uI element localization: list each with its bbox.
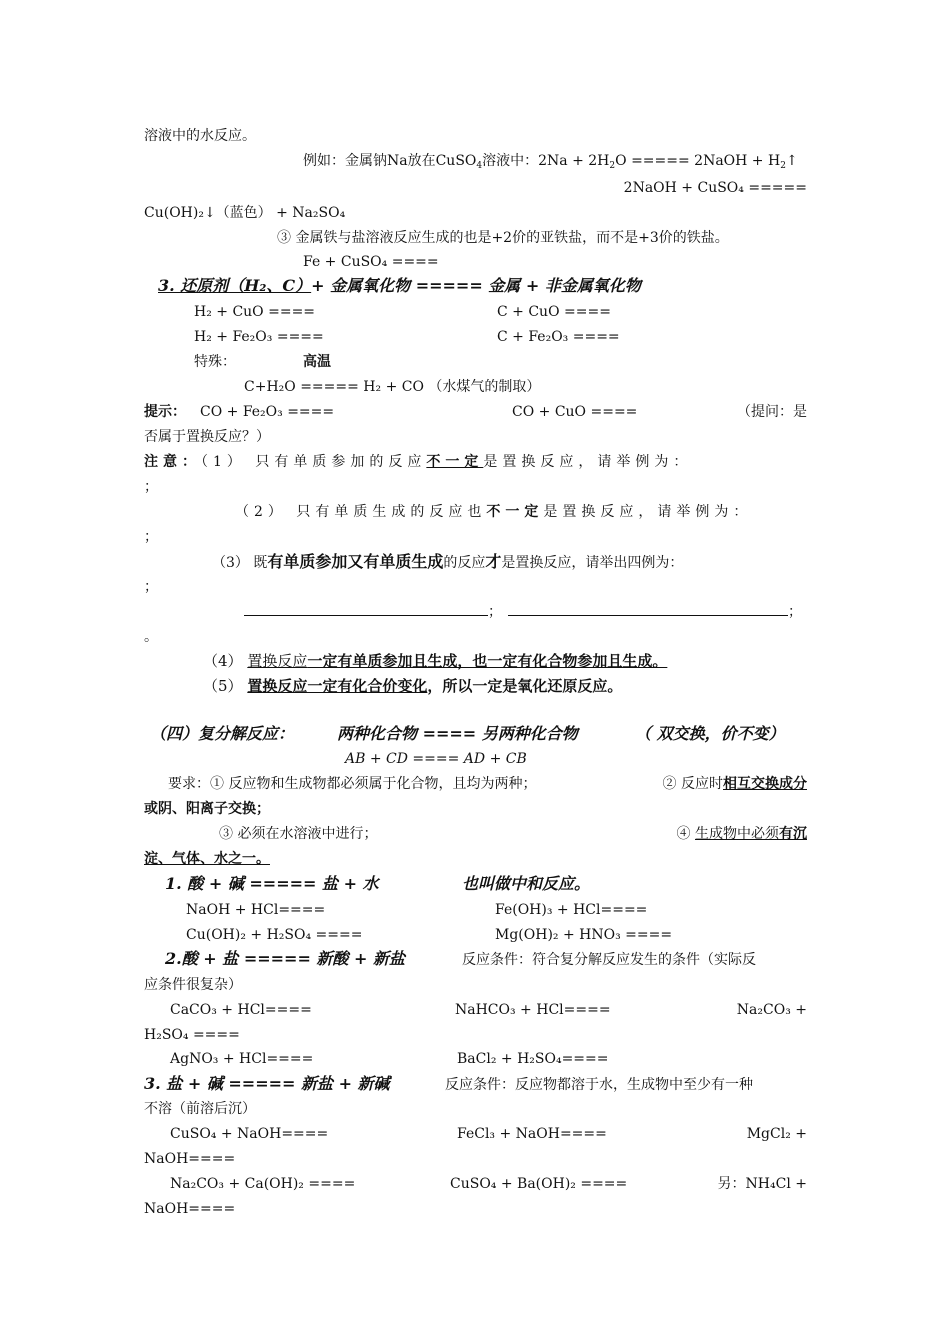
equation-line: BaCl₂ + H₂SO₄==== <box>457 1051 609 1067</box>
text-line: ④ 生成物中必须有沉 <box>676 826 807 842</box>
equation-line: MgCl₂ + <box>746 1126 807 1142</box>
equation-line: Fe + CuSO₄ ==== <box>303 254 439 270</box>
subsection-heading: 也叫做中和反应。 <box>462 874 591 893</box>
equation-line: C + Fe₂O₃ ==== <box>497 329 620 345</box>
subsection-heading: 2.酸 + 盐 ===== 新酸 + 新盐 <box>165 949 405 968</box>
text-line: ； <box>144 579 158 595</box>
text-line: 。 <box>144 629 158 645</box>
equation-line: CuSO₄ + Ba(OH)₂ ==== <box>450 1176 628 1192</box>
equation-line: C + CuO ==== <box>497 304 611 320</box>
section-heading: 3. 还原剂（H₂、C）+ 金属氧化物 ===== 金属 + 非金属氧化物 <box>158 276 641 295</box>
note-line: （2） 只有单质生成的反应也不一定是置换反应，请举例为： <box>235 504 753 520</box>
equation-line: CO + Fe₂O₃ ==== <box>200 404 335 420</box>
equation-line: FeCl₃ + NaOH==== <box>457 1126 607 1142</box>
text-line: 反应条件：反应物都溶于水，生成物中至少有一种 <box>445 1077 753 1093</box>
equation-line: Fe(OH)₃ + HCl==== <box>495 902 648 918</box>
text-line: 溶液中的水反应。 <box>144 128 256 144</box>
condition-label: 高温 <box>303 354 331 370</box>
note-line: （3） 既有单质参加又有单质生成的反应才是置换反应，请举出四例为： <box>212 552 684 571</box>
text-line: ③ 必须在水溶液中进行； <box>219 826 378 842</box>
equation-line: C+H₂O ===== H₂ + CO （水煤气的制取） <box>244 379 541 395</box>
text-line: （提问：是 <box>737 404 807 420</box>
equation-line: Cu(OH)₂ + H₂SO₄ ==== <box>186 927 363 943</box>
subsection-heading: 1. 酸 + 碱 ===== 盐 + 水 <box>165 874 379 893</box>
hint-label: 提示： <box>144 404 186 420</box>
equation-line: 另：NH₄Cl + <box>717 1176 807 1192</box>
equation-line: CaCO₃ + HCl==== <box>170 1002 312 1018</box>
equation-line: 2NaOH + CuSO₄ ===== <box>623 180 807 196</box>
text-line: 反应条件：符合复分解反应发生的条件（实际反 <box>462 952 756 968</box>
equation-line: Na₂CO₃ + <box>736 1002 807 1018</box>
text-line: 应条件很复杂） <box>144 977 242 993</box>
equation-line: CuSO₄ + NaOH==== <box>170 1126 329 1142</box>
note-line: （5） 置换反应一定有化合价变化，所以一定是氧化还原反应。 <box>203 677 623 695</box>
equation-line: AgNO₃ + HCl==== <box>170 1051 314 1067</box>
equation-line: NaHCO₃ + HCl==== <box>455 1002 611 1018</box>
equation-line: H₂ + CuO ==== <box>194 304 316 320</box>
section-heading: 两种化合物 ==== 另两种化合物 <box>337 724 578 743</box>
equation-line: NaOH==== <box>144 1151 236 1167</box>
equation-line: H₂SO₄ ==== <box>144 1027 240 1043</box>
note-line: （4） 置换反应一定有单质参加且生成，也一定有化合物参加且生成。 <box>203 652 668 670</box>
text-line: ； <box>144 479 158 495</box>
text-line: 否属于置换反应？） <box>144 429 270 445</box>
text-line: 要求：① 反应物和生成物都必须属于化合物，且均为两种； <box>168 776 537 792</box>
special-label: 特殊： <box>194 354 236 370</box>
section-heading: （四）复分解反应： <box>150 724 295 743</box>
equation-line: NaOH + HCl==== <box>186 902 326 918</box>
text-line: ； <box>144 529 158 545</box>
equation-line: Mg(OH)₂ + HNO₃ ==== <box>495 927 673 943</box>
section-heading: （ 双交换，价不变） <box>635 724 785 743</box>
equation-line: Na₂CO₃ + Ca(OH)₂ ==== <box>170 1176 356 1192</box>
answer-blank[interactable]: ； ； <box>244 601 802 622</box>
text-line: 不溶（前溶后沉） <box>144 1101 256 1117</box>
text-line: 淀、气体、水之一。 <box>144 851 270 867</box>
example-line: 例如：金属钠Na放在CuSO$_4$溶液中：$2Na + 2H_2O$ ===== 2NaOH + $H_2↑$ <box>303 153 798 171</box>
text-line: ② 反应时相互交换成分 <box>662 776 807 792</box>
equation-line: NaOH==== <box>144 1201 236 1217</box>
equation-line: H₂ + Fe₂O₃ ==== <box>194 329 324 345</box>
text-line: ③ 金属铁与盐溶液反应生成的也是+2价的亚铁盐，而不是+3价的铁盐。 <box>277 230 729 246</box>
equation-line: AB + CD ==== AD + CB <box>345 751 527 767</box>
text-line: 或阴、阳离子交换； <box>144 801 270 817</box>
subsection-heading: 3. 盐 + 碱 ===== 新盐 + 新碱 <box>144 1074 390 1093</box>
note-line: 注意：（1） 只有单质参加的反应不一定是置换反应，请举例为： <box>144 454 693 470</box>
equation-line: CO + CuO ==== <box>512 404 638 420</box>
equation-line: Cu(OH)₂↓（蓝色） + Na₂SO₄ <box>144 205 346 221</box>
